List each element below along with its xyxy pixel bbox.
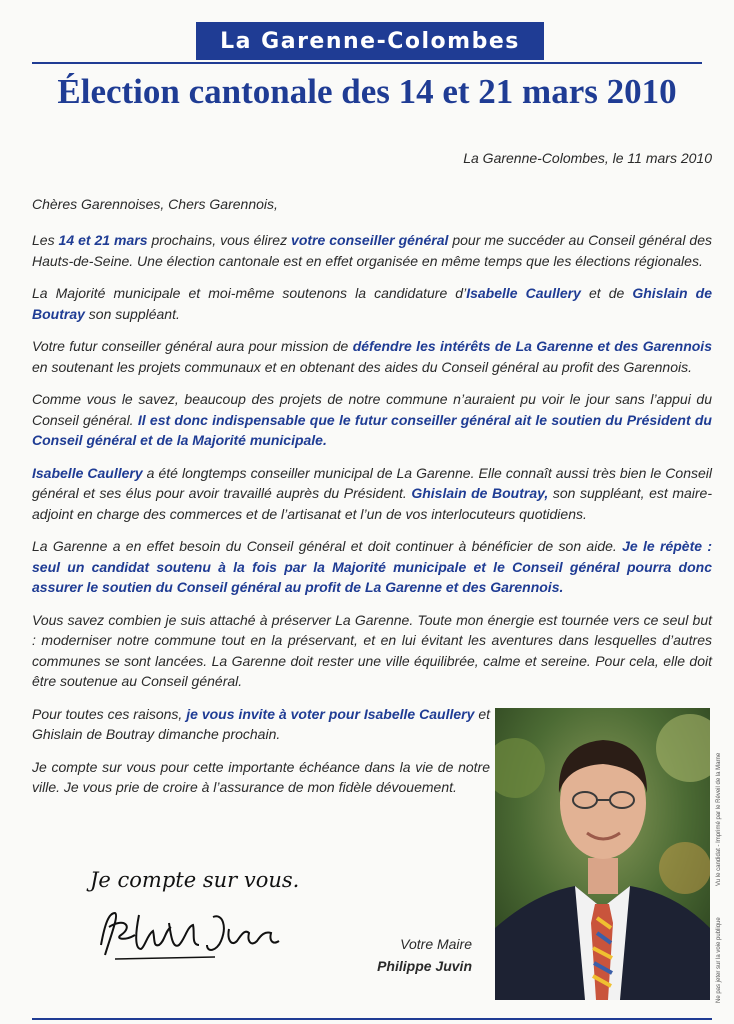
- text: son suppléant, est maire-adjoint en charge des commerces et de l’artisanat et l’un de vos interlocuteurs quotidiens.: [32, 485, 712, 522]
- dateline: La Garenne-Colombes, le 11 mars 2010: [463, 150, 712, 166]
- greeting: Chères Garennoises, Chers Garennois,: [32, 196, 278, 212]
- highlight: défendre les intérêts de La Garenne et des Garennois: [352, 338, 712, 354]
- town-name: La Garenne-Colombes: [220, 28, 520, 54]
- paragraph-5: [32, 463, 712, 525]
- mayor-title: Votre Maire: [400, 936, 472, 952]
- mayor-portrait-photo: [495, 708, 710, 1000]
- paragraph-3: [32, 336, 712, 377]
- paragraph-9: Je compte sur vous pour cette importante échéance dans la vie de notre ville. Je vous prie de croire à l’assurance de mon fidèle dévouement.: [32, 758, 490, 795]
- paragraph-2: [32, 283, 712, 324]
- text: La Majorité municipale et moi-même soutenons la candidature d’: [32, 285, 467, 301]
- text: Pour toutes ces raisons,: [32, 705, 187, 722]
- highlight: votre conseiller général: [291, 232, 449, 248]
- text: prochains, vous élirez: [147, 232, 292, 248]
- text: en soutenant les projets communaux et en obtenant des aides du Conseil général au profit des Garennois.: [32, 358, 692, 375]
- highlight: Il est donc indispensable que le futur conseiller général ait le soutien du Président du Conseil général et de la Majorité municipale.: [32, 411, 712, 448]
- bottom-rule: [32, 1018, 712, 1020]
- paragraph-4: [32, 389, 712, 451]
- mayor-name: Philippe Juvin: [377, 958, 472, 974]
- printer-note: Vu le candidat - Imprimé par le Réveil de la Marne: [716, 752, 722, 886]
- text: a été longtemps conseiller municipal de La Garenne. Elle connaît aussi très bien le Conseil général et ses élus pour avoir travaillé auprès du Président.: [32, 464, 712, 501]
- paragraph-1: [32, 230, 712, 271]
- highlight: Ghislain de Boutray: [32, 285, 713, 322]
- town-banner: [196, 22, 544, 60]
- text: Votre futur conseiller général aura pour mission de: [32, 338, 353, 354]
- text: et de: [580, 285, 633, 301]
- disposal-note: Ne pas jeter sur la voie publique: [716, 917, 722, 1003]
- highlight: Ghislain de Boutray,: [411, 485, 549, 501]
- document-title: Élection cantonale des 14 et 21 mars 2010: [57, 72, 677, 111]
- text: La Garenne a en effet besoin du Conseil général et doit continuer à bénéficier de son aide.: [32, 538, 623, 554]
- highlight: 14 et 21 mars: [58, 232, 148, 248]
- text: et Ghislain de Boutray dimanche prochain.: [32, 705, 490, 742]
- portrait-illustration: [495, 708, 710, 1000]
- paragraph-6: [32, 536, 712, 598]
- text: Comme vous le savez, beaucoup des projets de notre commune n’auraient pu voir le jour sans l’appui du Conseil général.: [32, 391, 712, 428]
- highlight: Isabelle Caullery: [32, 464, 143, 481]
- text: Les: [32, 232, 59, 248]
- top-rule: [32, 62, 702, 64]
- highlight: je vous invite à voter pour Isabelle Caullery: [186, 705, 475, 722]
- signature-scribble: [95, 905, 285, 965]
- highlight: Isabelle Caullery: [466, 285, 581, 301]
- text: pour me succéder au Conseil général des Hauts-de-Seine. Une élection cantonale est en effet organisée en même temps que les élections régionales.: [32, 232, 712, 269]
- paragraph-8: [32, 704, 490, 745]
- highlight: Je le répète : seul un candidat soutenu à la fois par la Majorité municipale et le Conseil général pourra donc assurer le soutien du Conseil général au profit de La Garenne et des Garennois.: [32, 538, 712, 595]
- signature: [95, 905, 285, 970]
- handwritten-note: Je compte sur vous.: [90, 868, 300, 892]
- paragraph-7: Vous savez combien je suis attaché à préserver La Garenne. Toute mon énergie est tournée vers ce seul but : moderniser notre commune tout en la préservant, et en lui évitant les aventures dans lesquelles d’autres communes se sont lancées. La Garenne doit rester une ville équilibrée, calme et sereine. Pour cela, elle doit être soutenue au Conseil général.: [32, 611, 712, 689]
- text: son suppléant.: [84, 305, 180, 322]
